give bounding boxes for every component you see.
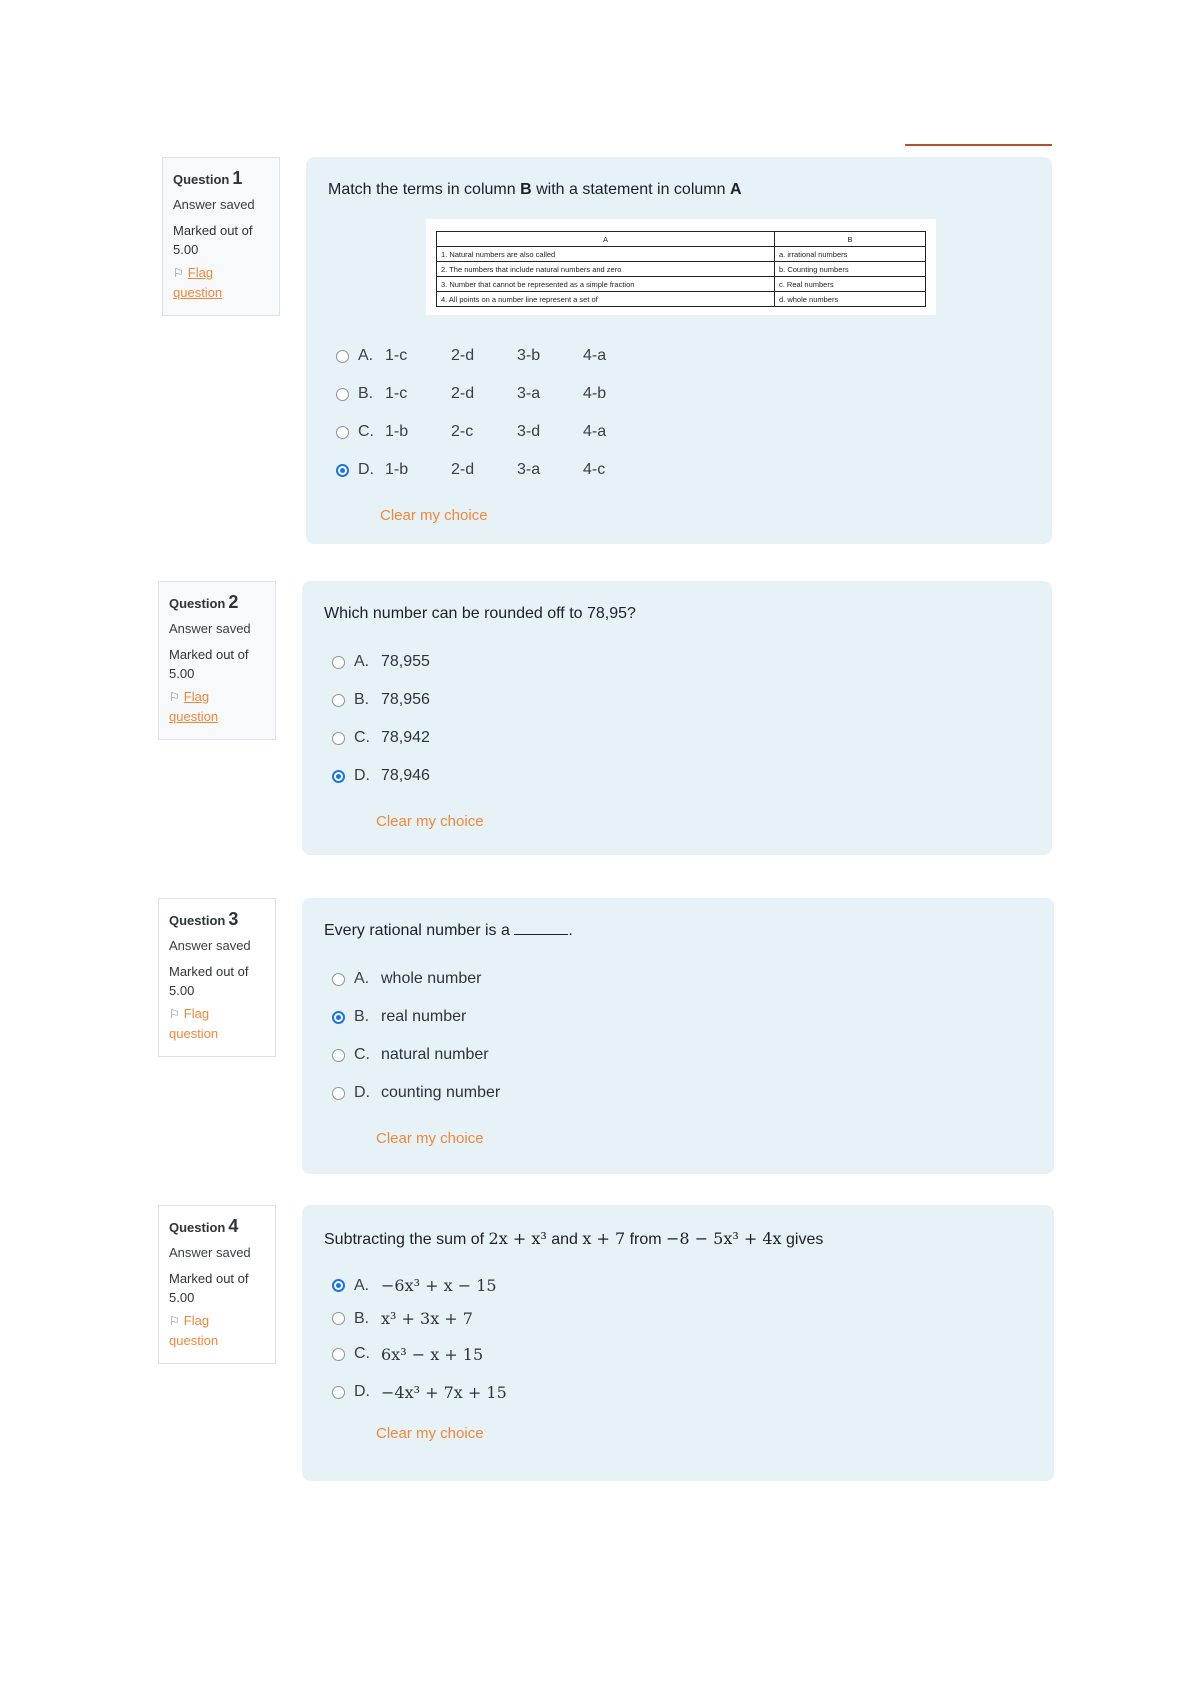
question-info-1 — [162, 157, 280, 316]
mark-label: Marked out of — [173, 223, 253, 238]
option-letter: D. — [354, 1383, 370, 1400]
answer-option-b[interactable] — [324, 681, 1032, 719]
answer-blank — [514, 933, 568, 935]
question-state: Answer saved — [169, 1245, 251, 1260]
clear-choice-link[interactable]: Clear my choice — [376, 1130, 484, 1147]
flag-icon: ⚐ — [169, 690, 180, 704]
answer-option-d[interactable] — [324, 1074, 1034, 1112]
mark-label: Marked out of — [169, 647, 249, 662]
math-expression: −8 − 5x³ + 4x — [666, 1229, 782, 1248]
mark-label: Marked out of — [169, 964, 249, 979]
option-letter: D. — [358, 461, 374, 478]
question-card-1 — [306, 157, 1052, 544]
option-letter: A. — [354, 653, 370, 670]
option-letter: A. — [358, 347, 374, 364]
radio-button[interactable] — [332, 1348, 345, 1361]
table-cell-a: 3. Number that cannot be represented as a simple fraction — [437, 277, 775, 292]
flag-question-link[interactable] — [169, 1311, 265, 1351]
question-info-4 — [158, 1205, 276, 1364]
answer-option-c[interactable] — [324, 1335, 1034, 1373]
clear-choice-link[interactable]: Clear my choice — [376, 813, 484, 830]
radio-button[interactable] — [332, 1049, 345, 1062]
clear-choice-link[interactable]: Clear my choice — [376, 1425, 484, 1442]
option-text: counting number — [381, 1084, 501, 1101]
question-state: Answer saved — [173, 197, 255, 212]
option-text: −4x³ + 7x + 15 — [381, 1382, 507, 1402]
answer-option-d[interactable] — [328, 451, 1032, 489]
option-pair: 2-d — [451, 461, 475, 478]
column-b-header: B — [775, 232, 926, 247]
answer-option-b[interactable] — [328, 375, 1032, 413]
option-pair: 4-a — [583, 423, 607, 440]
radio-button[interactable] — [332, 694, 345, 707]
radio-button[interactable] — [332, 973, 345, 986]
question-text: Every rational number is a . — [324, 922, 573, 939]
table-cell-a: 2. The numbers that include natural numbers and zero — [437, 262, 775, 277]
answer-option-c[interactable] — [324, 1036, 1034, 1074]
radio-button[interactable] — [332, 732, 345, 745]
option-text: 6x³ − x + 15 — [381, 1344, 484, 1364]
question-label: Question — [169, 913, 226, 928]
question-info-2 — [158, 581, 276, 740]
option-letter: D. — [354, 767, 370, 784]
option-letter: B. — [354, 691, 370, 708]
option-letter: D. — [354, 1084, 370, 1101]
radio-button-selected[interactable] — [332, 1011, 345, 1024]
option-pair: 2-d — [451, 385, 475, 402]
flag-label[interactable]: Flag — [183, 1006, 210, 1021]
question-number: 3 — [228, 909, 239, 929]
flag-icon: ⚐ — [173, 266, 184, 280]
radio-button[interactable] — [332, 656, 345, 669]
option-pair: 4-c — [583, 461, 606, 478]
table-cell-b: b. Counting numbers — [775, 262, 926, 277]
question-info-3 — [158, 898, 276, 1057]
radio-button-selected[interactable] — [332, 770, 345, 783]
question-text: Match the terms in column B with a statement in column A — [328, 181, 742, 198]
radio-button[interactable] — [336, 388, 349, 401]
radio-button[interactable] — [336, 426, 349, 439]
table-cell-b: a. irrational numbers — [775, 247, 926, 262]
mark-value: 5.00 — [169, 983, 195, 998]
option-pair: 1-b — [385, 423, 409, 440]
option-letter: B. — [358, 385, 374, 402]
option-letter: A. — [354, 970, 370, 987]
radio-button[interactable] — [332, 1312, 345, 1325]
answer-option-d[interactable] — [324, 757, 1032, 795]
flag-label-2[interactable]: question — [173, 285, 223, 300]
flag-question-link[interactable] — [169, 687, 265, 727]
option-text: 78,956 — [381, 691, 430, 708]
flag-label[interactable]: Flag — [183, 1313, 210, 1328]
radio-button[interactable] — [332, 1087, 345, 1100]
option-pair: 3-b — [517, 347, 541, 364]
option-letter: B. — [354, 1008, 370, 1025]
answer-option-c[interactable] — [328, 413, 1032, 451]
top-accent-line — [905, 144, 1052, 146]
option-pair: 3-d — [517, 423, 541, 440]
column-a-header: A — [437, 232, 775, 247]
option-letter: A. — [354, 1276, 370, 1294]
question-label: Question — [173, 172, 230, 187]
question-number: 2 — [228, 592, 239, 612]
flag-question-link[interactable] — [173, 263, 269, 303]
mark-value: 5.00 — [169, 666, 195, 681]
flag-icon: ⚐ — [169, 1314, 180, 1328]
option-text: 78,942 — [381, 729, 430, 746]
flag-label-2[interactable]: question — [169, 1333, 219, 1348]
question-card-2 — [302, 581, 1052, 855]
option-pair: 3-a — [517, 461, 541, 478]
flag-label-2[interactable]: question — [169, 709, 219, 724]
answer-option-b[interactable] — [324, 1302, 1034, 1335]
question-text: Which number can be rounded off to 78,95? — [324, 605, 636, 622]
option-text: −6x³ + x − 15 — [381, 1276, 497, 1295]
answer-option-a[interactable] — [328, 337, 1032, 375]
question-card-3 — [302, 898, 1054, 1174]
answer-option-a[interactable] — [324, 1269, 1034, 1302]
table-cell-a: 4. All points on a number line represent a set of — [437, 292, 775, 307]
option-pair: 2-c — [451, 423, 474, 440]
option-text: real number — [381, 1008, 467, 1025]
option-text: whole number — [381, 970, 482, 987]
answer-option-d[interactable] — [324, 1373, 1034, 1411]
option-pair: 3-a — [517, 385, 541, 402]
question-state: Answer saved — [169, 621, 251, 636]
option-letter: C. — [354, 729, 370, 746]
table-cell-b: c. Real numbers — [775, 277, 926, 292]
question-label: Question — [169, 596, 226, 611]
flag-label[interactable]: Flag — [183, 689, 210, 704]
radio-button[interactable] — [336, 350, 349, 363]
answer-option-c[interactable] — [324, 719, 1032, 757]
option-letter: C. — [358, 423, 374, 440]
option-letter: C. — [354, 1046, 370, 1063]
question-number: 1 — [232, 168, 243, 188]
answer-option-a[interactable] — [324, 960, 1034, 998]
question-card-4 — [302, 1205, 1054, 1481]
option-text: 78,946 — [381, 767, 430, 784]
option-text: natural number — [381, 1046, 489, 1063]
option-pair: 1-b — [385, 461, 409, 478]
mark-value: 5.00 — [169, 1290, 195, 1305]
matching-table — [426, 219, 936, 315]
option-pair: 2-d — [451, 347, 475, 364]
answer-option-b[interactable] — [324, 998, 1034, 1036]
mark-value: 5.00 — [173, 242, 199, 257]
radio-button[interactable] — [332, 1386, 345, 1399]
radio-button-selected[interactable] — [332, 1279, 345, 1292]
option-letter: B. — [354, 1309, 370, 1327]
question-number: 4 — [228, 1216, 239, 1236]
question-text: Subtracting the sum of 2x + x³ and x + 7 from −8 − 5x³ + 4x gives — [324, 1229, 824, 1248]
question-label: Question — [169, 1220, 226, 1235]
option-pair: 1-c — [385, 385, 408, 402]
radio-button-selected[interactable] — [336, 464, 349, 477]
math-expression: x + 7 — [582, 1229, 626, 1248]
flag-icon: ⚐ — [169, 1007, 180, 1021]
question-state: Answer saved — [169, 938, 251, 953]
option-pair: 1-c — [385, 347, 408, 364]
flag-label[interactable]: Flag — [187, 265, 214, 280]
flag-question-link[interactable] — [169, 1004, 265, 1044]
answer-option-a[interactable] — [324, 643, 1032, 681]
table-cell-b: d. whole numbers — [775, 292, 926, 307]
mark-label: Marked out of — [169, 1271, 249, 1286]
table-cell-a: 1. Natural numbers are also called — [437, 247, 775, 262]
flag-label-2[interactable]: question — [169, 1026, 219, 1041]
option-pair: 4-b — [583, 385, 607, 402]
math-expression: 2x + x³ — [488, 1229, 547, 1248]
option-text: 78,955 — [381, 653, 430, 670]
clear-choice-link[interactable]: Clear my choice — [380, 507, 488, 524]
option-text: x³ + 3x + 7 — [381, 1309, 473, 1328]
option-pair: 4-a — [583, 347, 607, 364]
option-letter: C. — [354, 1345, 370, 1362]
